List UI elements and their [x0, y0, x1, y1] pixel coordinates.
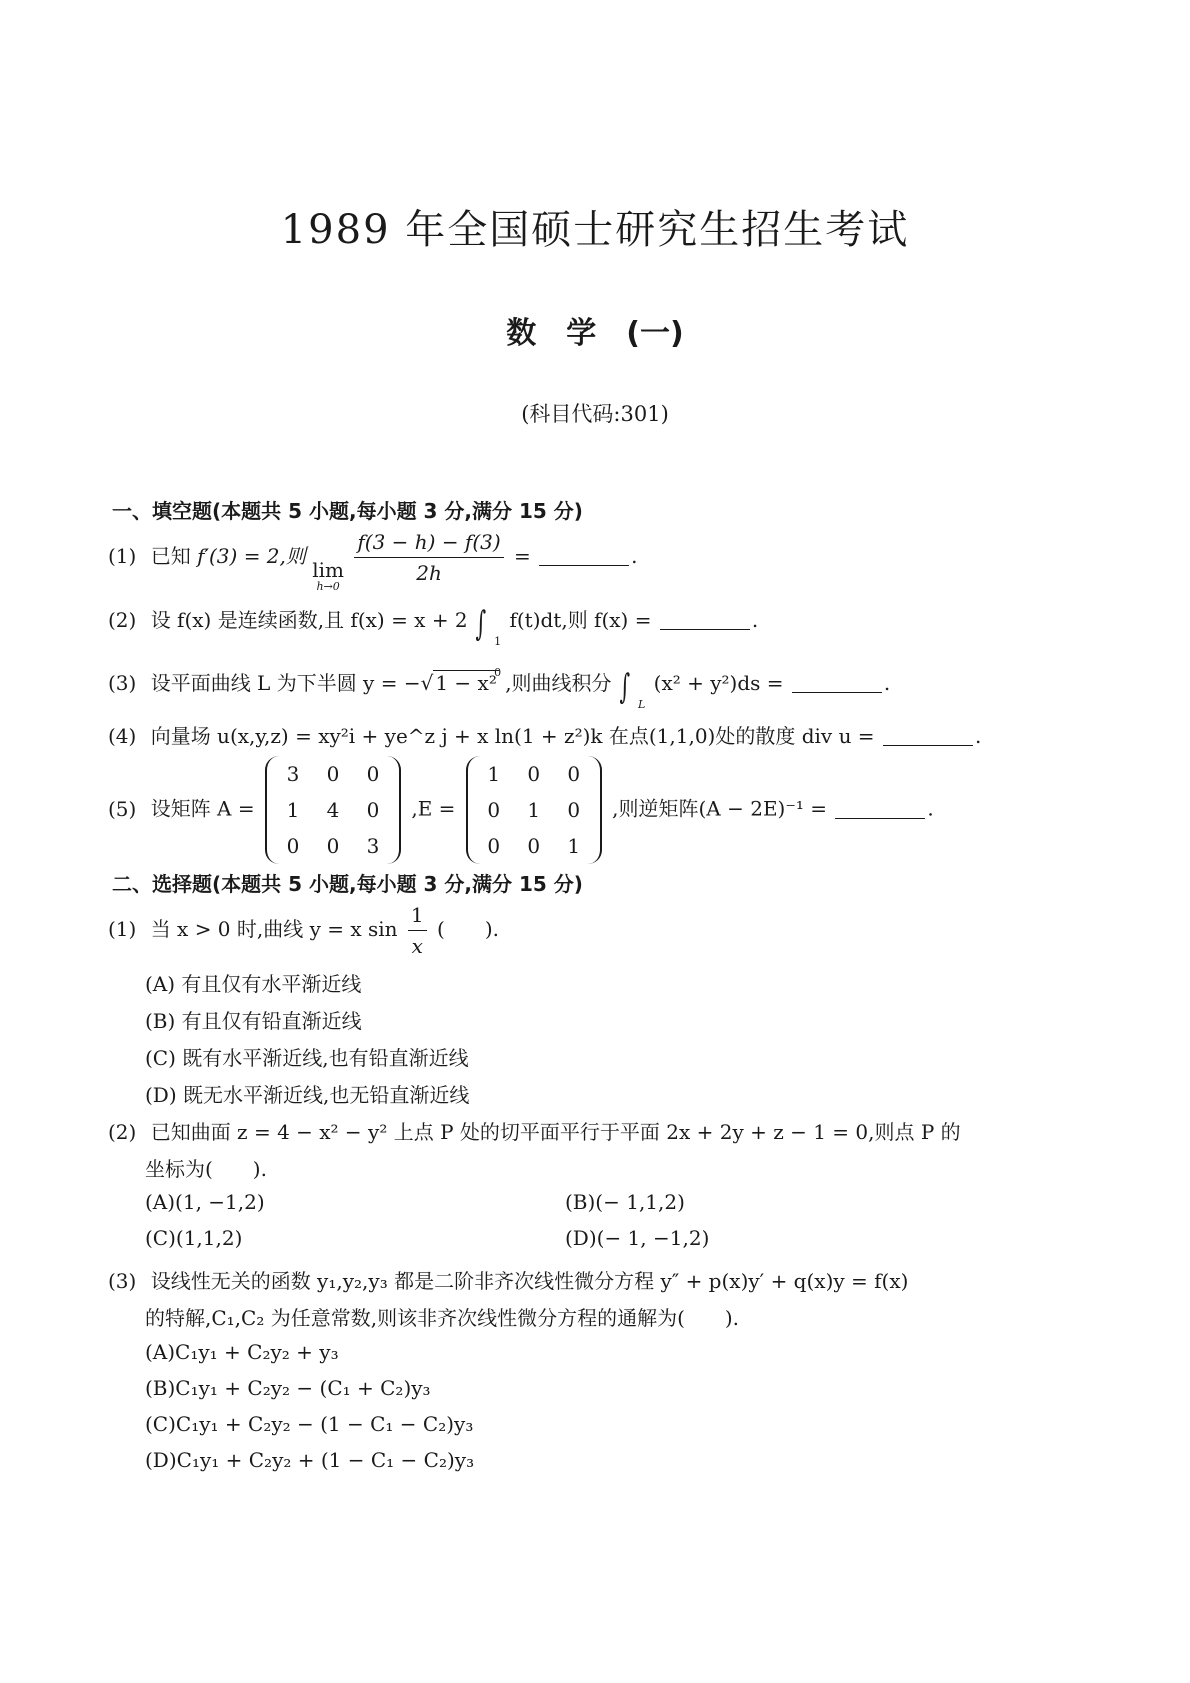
fraction-denominator: x	[411, 934, 423, 958]
question-number: (3)	[108, 671, 137, 695]
s2-question-3	[108, 1265, 908, 1294]
s2-question-1	[108, 903, 499, 958]
question-text: 向量场 u(x,y,z) = xy²i + ye^z j + x ln(1 + z²)k 在点(1,1,0)处的散度 div u =	[150, 724, 875, 748]
question-text: =	[514, 544, 531, 568]
question-number: (1)	[108, 917, 137, 941]
matrix-entry: 0	[286, 834, 300, 858]
s1-question-1: (1) 已知 f′(3) = 2,则 lim h→0 $\frac{f(3 - h) - f(3)}{2h}$ = .	[108, 530, 638, 593]
s1-question-5: (5) 设矩阵 A = 3 0 0 1 4 0 0 0 3 ,E = 1 0 0 0 1 0 0 0 1 ,则逆矩阵(A − 2E)⁻¹ = .	[108, 756, 934, 864]
question-text: ( ).	[437, 917, 499, 941]
integral-path: L	[638, 698, 646, 711]
option-b: (B)C₁y₁ + C₂y₂ − (C₁ + C₂)y₃	[145, 1376, 431, 1400]
sqrt-radicand: 1 − x²	[435, 671, 497, 695]
s2-question-2	[108, 1116, 961, 1145]
s1-question-2: (2) 设 f(x) 是连续函数,且 f(x) = x + 2 ∫ 1 0 f(t)dt,则 f(x) = .	[108, 604, 759, 679]
integral-lower: 0	[494, 666, 502, 679]
question-number: (5)	[108, 796, 137, 821]
question-text: 已知	[150, 544, 191, 568]
integral-limits	[638, 667, 645, 711]
question-number: (1)	[108, 544, 137, 568]
option-c: (C)C₁y₁ + C₂y₂ − (1 − C₁ − C₂)y₃	[145, 1412, 474, 1436]
matrix-entry: 4	[326, 798, 340, 822]
integral-symbol: ∫	[619, 667, 631, 707]
matrix-entry: 0	[366, 762, 380, 786]
question-text: 当 x > 0 时,曲线 y = x sin	[150, 917, 398, 941]
limit-subscript: h→0	[316, 580, 340, 593]
option-b: (B) 有且仅有铅直渐近线	[145, 1009, 362, 1033]
matrix-entry: 0	[567, 762, 581, 786]
s1-question-3: (3) 设平面曲线 L 为下半圆 y = −√ 1 − x² ,则曲线积分 ∫ L (x² + y²)ds = .	[108, 667, 891, 711]
question-number: (4)	[108, 724, 137, 748]
question-text: ,则曲线积分	[505, 671, 612, 695]
question-text: f′(3) = 2,则	[197, 544, 306, 568]
option-c: (C) 既有水平渐近线,也有铅直渐近线	[145, 1046, 469, 1070]
question-text: 设平面曲线 L 为下半圆 y = −	[150, 671, 421, 695]
matrix-entry: 0	[527, 834, 541, 858]
matrix-e	[466, 756, 602, 864]
subject-code: (科目代码:301)	[521, 402, 669, 426]
matrix-entry: 0	[487, 798, 501, 822]
fraction	[408, 903, 427, 958]
answer-blank	[792, 691, 882, 693]
option-b: (B)(− 1,1,2)	[565, 1190, 685, 1214]
question-text: 已知曲面 z = 4 − x² − y² 上点 P 处的切平面平行于平面 2x + 2y + z − 1 = 0,则点 P 的	[150, 1120, 961, 1144]
question-text: ,则逆矩阵(A − 2E)⁻¹ =	[612, 796, 828, 821]
option-d: (D)(− 1, −1,2)	[565, 1226, 710, 1250]
matrix-entry: 1	[286, 798, 300, 822]
matrix-entry: 0	[527, 762, 541, 786]
question-continuation: 的特解,C₁,C₂ 为任意常数,则该非齐次线性微分方程的通解为( ).	[145, 1306, 740, 1330]
matrix-entry: 0	[366, 798, 380, 822]
option-a: (A)(1, −1,2)	[145, 1190, 265, 1214]
question-text: 设矩阵 A =	[150, 796, 255, 821]
matrix-a	[265, 756, 401, 864]
option-d: (D) 既无水平渐近线,也无铅直渐近线	[145, 1083, 470, 1107]
option-c: (C)(1,1,2)	[145, 1226, 243, 1250]
matrix-entry: 1	[527, 798, 541, 822]
matrix-entry: 0	[326, 762, 340, 786]
fraction-denominator: 2h	[416, 561, 442, 585]
question-text: ,E =	[411, 796, 456, 821]
exam-subtitle: 数 学 (一)	[506, 316, 684, 351]
sqrt-icon: √	[420, 671, 434, 695]
question-text: 设 f(x) 是连续函数,且 f(x) = x + 2	[150, 608, 468, 632]
question-text: f(t)dt,则 f(x) =	[509, 608, 652, 632]
s1-question-4: (4) 向量场 u(x,y,z) = xy²i + ye^z j + x ln(1 + z²)k 在点(1,1,0)处的散度 div u = .	[108, 724, 982, 748]
answer-blank	[539, 564, 629, 566]
exam-title: 1989 年全国硕士研究生招生考试	[280, 207, 910, 253]
option-a: (A)C₁y₁ + C₂y₂ + y₃	[145, 1340, 339, 1364]
question-text: (x² + y²)ds =	[653, 671, 784, 695]
matrix-entry: 3	[366, 834, 380, 858]
question-number: (2)	[108, 1120, 137, 1144]
answer-blank	[660, 628, 750, 630]
fraction-numerator: 1	[408, 903, 427, 931]
matrix-entry: 3	[286, 762, 300, 786]
answer-blank	[883, 744, 973, 746]
answer-blank	[835, 817, 925, 819]
limit-label: lim	[312, 558, 345, 582]
integral-symbol: ∫	[475, 604, 487, 644]
fraction	[354, 530, 503, 585]
matrix-entry: 1	[567, 834, 581, 858]
section2-heading: 二、选择题(本题共 5 小题,每小题 3 分,满分 15 分)	[112, 872, 583, 896]
question-continuation: 坐标为( ).	[145, 1157, 267, 1181]
question-number: (2)	[108, 608, 137, 632]
question-number: (3)	[108, 1269, 137, 1293]
matrix-entry: 1	[487, 762, 501, 786]
limit-operator	[312, 558, 344, 593]
matrix-entry: 0	[487, 834, 501, 858]
section1-heading: 一、填空题(本题共 5 小题,每小题 3 分,满分 15 分)	[112, 499, 583, 523]
matrix-entry: 0	[567, 798, 581, 822]
option-d: (D)C₁y₁ + C₂y₂ + (1 − C₁ − C₂)y₃	[145, 1448, 475, 1472]
matrix-entry: 0	[326, 834, 340, 858]
integral-upper: 1	[494, 635, 502, 648]
question-text: 设线性无关的函数 y₁,y₂,y₃ 都是二阶非齐次线性微分方程 y″ + p(x)y′ + q(x)y = f(x)	[150, 1269, 909, 1293]
fraction-numerator: f(3 − h) − f(3)	[354, 530, 503, 558]
option-a: (A) 有且仅有水平渐近线	[145, 972, 362, 996]
